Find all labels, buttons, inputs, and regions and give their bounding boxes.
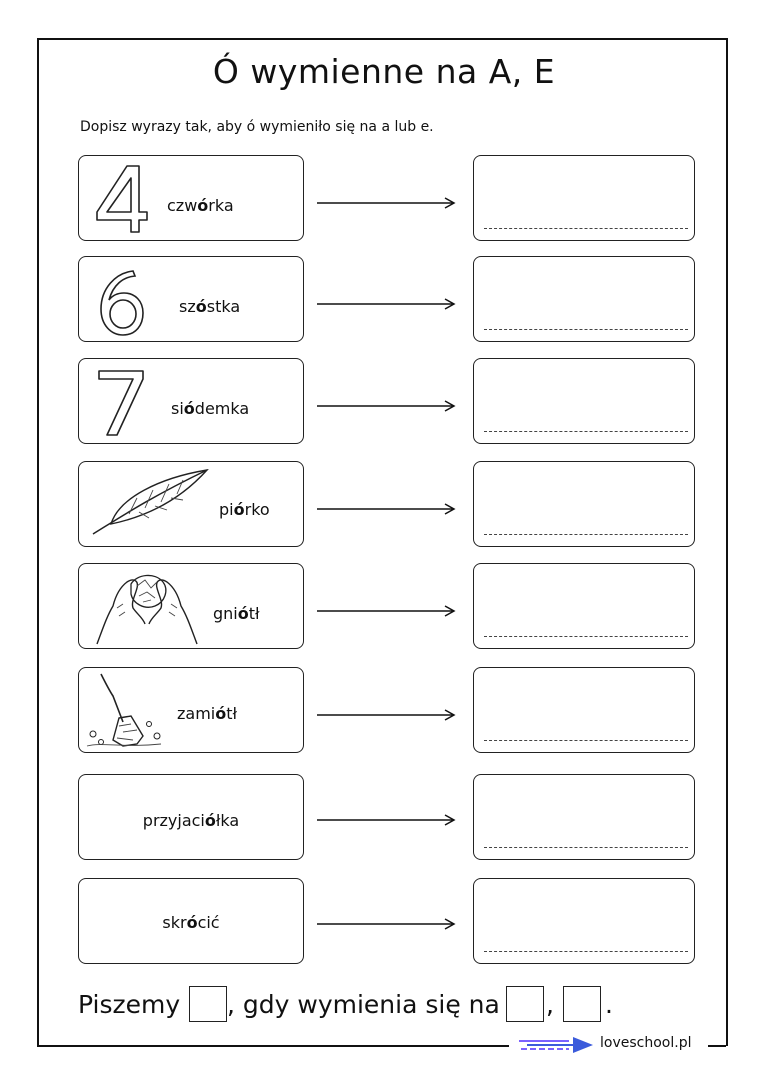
blank-box-2[interactable]: [506, 986, 544, 1022]
brand-name[interactable]: loveschool.pl: [600, 1035, 692, 1051]
footer-text-4: .: [605, 990, 613, 1019]
arrow-icon: [317, 917, 457, 931]
answer-line: [484, 740, 688, 741]
arrow-icon: [317, 813, 457, 827]
answer-box-5[interactable]: [473, 563, 695, 649]
answer-line: [484, 636, 688, 637]
word-box-8: [78, 878, 304, 964]
answer-box-2[interactable]: [473, 256, 695, 342]
blank-box-3[interactable]: [563, 986, 601, 1022]
word-text-7: przyjaciółka: [142, 811, 240, 830]
answer-line: [484, 228, 688, 229]
frame-bottom-left: [37, 1045, 509, 1047]
word-box-3: [78, 358, 304, 444]
blank-box-1[interactable]: [189, 986, 227, 1022]
word-text-5: gniótł: [213, 604, 260, 623]
word-text-1: czwórka: [167, 196, 234, 215]
answer-line: [484, 534, 688, 535]
word-box-7: [78, 774, 304, 860]
answer-line: [484, 431, 688, 432]
hands-kneading-icon: [93, 568, 201, 646]
arrow-icon: [317, 297, 457, 311]
page-title: Ó wymienne na A, E: [212, 52, 556, 91]
instruction-text: Dopisz wyrazy tak, aby ó wymieniło się na a lub e.: [80, 119, 434, 135]
word-text-4: piórko: [219, 500, 270, 519]
answer-box-7[interactable]: [473, 774, 695, 860]
answer-line: [484, 329, 688, 330]
answer-box-8[interactable]: [473, 878, 695, 964]
answer-line: [484, 847, 688, 848]
word-box-1: [78, 155, 304, 241]
arrow-icon: [317, 399, 457, 413]
answer-box-1[interactable]: [473, 155, 695, 241]
word-text-8: skrócić: [162, 913, 220, 932]
digit-seven-icon: [93, 365, 149, 439]
word-box-5: [78, 563, 304, 649]
word-text-2: szóstka: [179, 297, 241, 316]
frame-bottom-right: [708, 1045, 726, 1047]
word-text-3: siódemka: [171, 399, 250, 418]
answer-box-3[interactable]: [473, 358, 695, 444]
digit-six-icon: [93, 265, 149, 339]
arrow-icon: [317, 708, 457, 722]
answer-box-6[interactable]: [473, 667, 695, 753]
answer-box-4[interactable]: [473, 461, 695, 547]
digit-four-icon: [91, 162, 151, 236]
brand-arrow-icon: [517, 1033, 597, 1057]
arrow-icon: [317, 604, 457, 618]
arrow-icon: [317, 502, 457, 516]
answer-line: [484, 951, 688, 952]
word-box-4: [78, 461, 304, 547]
footer-text-1: Piszemy: [78, 990, 181, 1019]
word-box-2: [78, 256, 304, 342]
arrow-icon: [317, 196, 457, 210]
broom-icon: [83, 670, 167, 752]
word-box-6: [78, 667, 304, 753]
word-text-6: zamiótł: [177, 704, 238, 723]
footer-text-2: , gdy wymienia się na: [227, 990, 500, 1019]
feather-icon: [89, 468, 213, 538]
footer-text-3: ,: [546, 990, 554, 1019]
